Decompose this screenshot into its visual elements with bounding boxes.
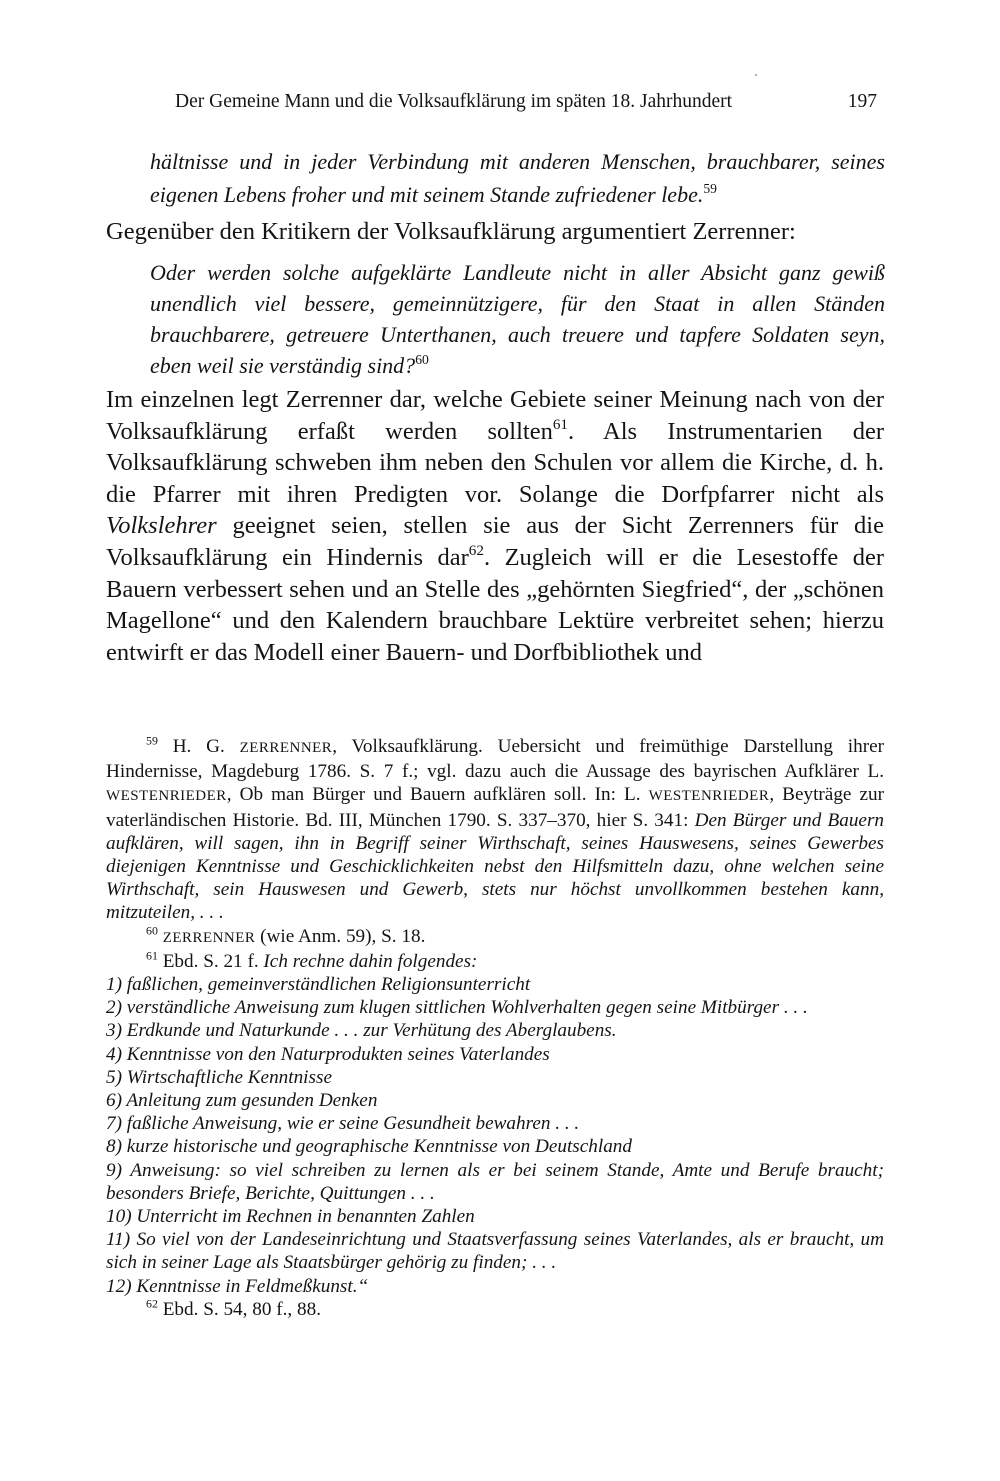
paragraph-text: . Als Instrumentarien der Volksaufklärung schweben ihm neben den Schulen vor allem die Kirche, d. h. die Pfarrer mit ihren Predigten vor. Solange die Dorfpfarrer nicht als [106,417,884,508]
paragraph-text: . Zugleich will er die Lesestoffe der Bauern verbessert sehen und an Stelle des „gehörnten Siegfried“, der „schönen Magellone“ und den Kalendern brauchbare Lektüre verbreitet sehen; hierzu entwirft er das Modell einer Bauern- und Dorfbibliothek und [106,543,884,666]
list-item: 11) So viel von der Landeseinrichtung und Staatsverfassung seines Vaterlandes, als er braucht, um sich in seiner Lage als Staatsbürger gehörig zu finden; . . . [106,1229,884,1274]
quote-text: Oder werden solche aufgeklärte Landleute nicht in aller Absicht ganz gewiß unendlich viel bessere, gemeinnützigere, für den Staat in allen Ständen brauchbarere, getreuere Unterthanen, auch treuere und tapfere Soldaten seyn, eben weil sie verständig sind? [150,260,885,378]
author-name: ZERRENNER [162,929,256,946]
list-item: 7) faßliche Anweisung, wie er seine Gesundheit bewahren . . . [106,1113,580,1135]
footnote-61: $^{61}$ Ebd. S. 21 f. Ich rechne dahin folgendes: [146,948,478,972]
page-number: 197 [847,91,877,112]
footnote-number: 59 [146,733,158,748]
emphasis: Volkslehrer [106,512,217,540]
body-paragraph: Gegenüber den Kritikern der Volksaufklärung argumentiert Zerrenner: [106,218,796,245]
footnote-59: $^{59}$ H. G. ZERRENNER, Volksaufklärung. Uebersicht und freimüthige Darstellung ihrer Hindernisse, Magdeburg 1786. S. 7 f.; vgl. dazu auch die Aussage des bayrischen Aufklärer L. WESTENRIEDER, Ob man Bürger und Bauern aufklären soll. In: L. WESTENRIEDER, Beyträge zur vaterländischen Historie. Bd. III, München 1790. S. 337–370, hier S. 341: Den Bürger und Bauern aufklären, will sagen, ihn in Begriff seiner Wirthschaft, seines Hauswesens, seines Gewerbes diejenigen Kenntnisse und Geschicklichkeiten nebst den Hilfsmitteln dazu, ohne welchen seine Wirthschaft, sein Hauswesen und Gewerb, stets nur höchst unvollkommen bestehen kann, mitzuteilen, . . . [106,733,885,924]
footnote-ref: 61 [552,415,569,433]
list-item: 12) Kenntnisse in Feldmeßkunst.“ [106,1275,369,1297]
paragraph-text: Im einzelnen legt Zerrenner dar, welche Gebiete seiner Meinung nach von der Volksaufklärung erfaßt werden sollten [106,386,884,445]
list-item: 9) Anweisung: so viel schreiben zu lernen als er bei seinem Stande, Amte und Berufe braucht; besonders Briefe, Berichte, Quittungen . . . [106,1159,884,1204]
author-name: ZERRENNER [239,740,333,756]
list-item: 3) Erdkunde und Naturkunde . . . zur Verhütung des Aberglaubens. [106,1020,617,1042]
block-quote [150,257,885,381]
list-item: 6) Anleitung zum gesunden Denken [106,1090,378,1112]
author-name: WESTENRIEDER [106,788,227,805]
list-item: 5) Wirtschaftliche Kenntnisse [106,1066,332,1088]
block-quote-continued [150,145,885,211]
footnote-60: $^{60}$ ZERRENNER (wie Anm. 59), S. 18. [146,922,426,947]
list-item: 1) faßlichen, gemeinverständlichen Religionsunterricht [106,974,531,996]
author-name: WESTENRIEDER [648,788,770,805]
quotation: Den Bürger und Bauern aufklären, will sagen, ihn in Begriff seiner Wirthschaft, seines Hauswesens, seines Gewerbes diejenigen Kenntnisse und Geschicklichkeiten nebst den Hilfsmitteln dazu, ohne welchen seine Wirthschaft, sein Hauswesen und Gewerb, stets nur höchst unvollkommen bestehen kann, mitzuteilen, . . . [106,809,885,924]
footnotes [106,735,884,1321]
footnote-number: 62 [146,1296,158,1311]
list-item: 2) verständliche Anweisung zum klugen sittlichen Wohlverhalten gegen seine Mitbürger . . . [106,997,808,1019]
footnote-number: 60 [146,922,158,937]
footnote-ref: 62 [468,542,484,560]
footnote-ref: 59 [703,181,717,197]
body-paragraph [106,384,884,668]
paragraph-text: geeignet seien, stellen sie aus der Sicht Zerrenners für die Volksaufklärung ein Hindernis dar [106,512,884,571]
print-speck [755,74,757,76]
footnote-62: $^{62}$ Ebd. S. 54, 80 f., 88. [146,1296,321,1320]
running-title: Der Gemeine Mann und die Volksaufklärung im späten 18. Jahrhundert [175,91,733,112]
quote-text: hältnisse und in jeder Verbindung mit anderen Menschen, brauchbarer, seines eigenen Lebens froher und mit seinem Stande zufriedener lebe. [150,149,885,207]
footnote-ref: 60 [415,352,429,368]
list-item: 4) Kenntnisse von den Naturprodukten seines Vaterlandes [106,1043,550,1065]
list-item: 10) Unterricht im Rechnen in benannten Zahlen [106,1206,475,1228]
footnote-number: 61 [146,948,158,963]
list-item: 8) kurze historische und geographische Kenntnisse von Deutschland [106,1136,632,1158]
